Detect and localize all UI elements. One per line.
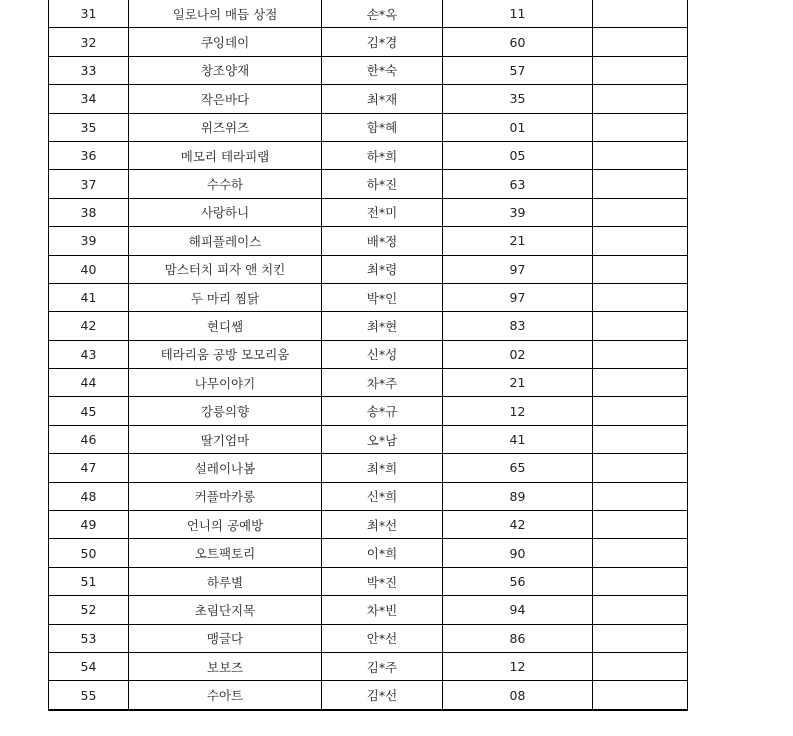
store-name-cell: 해피플레이스	[129, 227, 322, 255]
store-name-cell: 언니의 공예방	[129, 511, 322, 539]
table-row	[49, 283, 688, 311]
table-row	[49, 312, 688, 340]
blank-cell	[593, 652, 688, 680]
row-number-cell: 51	[49, 567, 129, 595]
owner-name-cell: 최*선	[322, 511, 443, 539]
owner-name-cell: 김*주	[322, 652, 443, 680]
blank-cell	[593, 255, 688, 283]
code-cell: 41	[443, 425, 593, 453]
table-row	[49, 596, 688, 624]
code-cell: 02	[443, 340, 593, 368]
owner-name-cell: 최*현	[322, 312, 443, 340]
owner-name-cell: 안*선	[322, 624, 443, 652]
store-name-cell: 위즈위즈	[129, 113, 322, 141]
row-number-cell: 53	[49, 624, 129, 652]
blank-cell	[593, 369, 688, 397]
row-number-cell: 31	[49, 0, 129, 28]
row-number-cell: 50	[49, 539, 129, 567]
table-row	[49, 340, 688, 368]
table-row	[49, 113, 688, 141]
owner-name-cell: 박*진	[322, 567, 443, 595]
store-name-cell: 딸기엄마	[129, 425, 322, 453]
code-cell: 21	[443, 227, 593, 255]
row-number-cell: 45	[49, 397, 129, 425]
owner-name-cell: 최*령	[322, 255, 443, 283]
roster-body	[49, 0, 688, 710]
row-number-cell: 38	[49, 198, 129, 226]
row-number-cell: 40	[49, 255, 129, 283]
owner-name-cell: 배*정	[322, 227, 443, 255]
table-row	[49, 454, 688, 482]
store-name-cell: 맘스터치 피자 앤 치킨	[129, 255, 322, 283]
row-number-cell: 43	[49, 340, 129, 368]
blank-cell	[593, 511, 688, 539]
table-row	[49, 369, 688, 397]
row-number-cell: 32	[49, 28, 129, 56]
code-cell: 94	[443, 596, 593, 624]
blank-cell	[593, 539, 688, 567]
code-cell: 39	[443, 198, 593, 226]
owner-name-cell: 하*진	[322, 170, 443, 198]
row-number-cell: 44	[49, 369, 129, 397]
table-row	[49, 170, 688, 198]
code-cell: 42	[443, 511, 593, 539]
store-name-cell: 메모리 테라피랩	[129, 141, 322, 169]
store-name-cell: 작은바다	[129, 85, 322, 113]
row-number-cell: 48	[49, 482, 129, 510]
blank-cell	[593, 28, 688, 56]
store-name-cell: 일로나의 매듭 상점	[129, 0, 322, 28]
table-row	[49, 511, 688, 539]
store-name-cell: 현디쌤	[129, 312, 322, 340]
blank-cell	[593, 170, 688, 198]
row-number-cell: 47	[49, 454, 129, 482]
owner-name-cell: 최*재	[322, 85, 443, 113]
store-name-cell: 맹글다	[129, 624, 322, 652]
row-number-cell: 46	[49, 425, 129, 453]
blank-cell	[593, 312, 688, 340]
row-number-cell: 34	[49, 85, 129, 113]
table-row	[49, 397, 688, 425]
store-name-cell: 사랑하니	[129, 198, 322, 226]
code-cell: 05	[443, 141, 593, 169]
store-name-cell: 창조양재	[129, 56, 322, 84]
store-name-cell: 커플마카롱	[129, 482, 322, 510]
owner-name-cell: 한*숙	[322, 56, 443, 84]
row-number-cell: 33	[49, 56, 129, 84]
store-name-cell: 오트팩토리	[129, 539, 322, 567]
code-cell: 63	[443, 170, 593, 198]
code-cell: 83	[443, 312, 593, 340]
store-name-cell: 강릉의향	[129, 397, 322, 425]
row-number-cell: 54	[49, 652, 129, 680]
store-name-cell: 수아트	[129, 681, 322, 710]
blank-cell	[593, 425, 688, 453]
table-row	[49, 141, 688, 169]
blank-cell	[593, 681, 688, 710]
store-name-cell: 보보즈	[129, 652, 322, 680]
code-cell: 21	[443, 369, 593, 397]
row-number-cell: 49	[49, 511, 129, 539]
store-name-cell: 두 마리 찜닭	[129, 283, 322, 311]
store-name-cell: 설레이나봄	[129, 454, 322, 482]
table-row	[49, 85, 688, 113]
row-number-cell: 35	[49, 113, 129, 141]
store-name-cell: 초림단지목	[129, 596, 322, 624]
table-row	[49, 255, 688, 283]
code-cell: 01	[443, 113, 593, 141]
store-name-cell: 쿠잉데이	[129, 28, 322, 56]
owner-name-cell: 김*선	[322, 681, 443, 710]
code-cell: 12	[443, 397, 593, 425]
table-row	[49, 425, 688, 453]
table-row	[49, 28, 688, 56]
table-row	[49, 652, 688, 680]
table-row	[49, 681, 688, 710]
blank-cell	[593, 567, 688, 595]
row-number-cell: 42	[49, 312, 129, 340]
table-row	[49, 624, 688, 652]
owner-name-cell: 박*인	[322, 283, 443, 311]
code-cell: 86	[443, 624, 593, 652]
blank-cell	[593, 56, 688, 84]
owner-name-cell: 송*규	[322, 397, 443, 425]
blank-cell	[593, 113, 688, 141]
code-cell: 60	[443, 28, 593, 56]
blank-cell	[593, 198, 688, 226]
table-row	[49, 567, 688, 595]
owner-name-cell: 차*빈	[322, 596, 443, 624]
table-row	[49, 482, 688, 510]
store-name-cell: 테라리움 공방 모모리움	[129, 340, 322, 368]
store-name-cell: 나무이야기	[129, 369, 322, 397]
code-cell: 65	[443, 454, 593, 482]
store-roster-table	[48, 0, 688, 711]
owner-name-cell: 김*경	[322, 28, 443, 56]
owner-name-cell: 전*미	[322, 198, 443, 226]
owner-name-cell: 차*주	[322, 369, 443, 397]
store-name-cell: 수수하	[129, 170, 322, 198]
blank-cell	[593, 482, 688, 510]
code-cell: 97	[443, 283, 593, 311]
row-number-cell: 37	[49, 170, 129, 198]
table-row	[49, 198, 688, 226]
owner-name-cell: 최*희	[322, 454, 443, 482]
blank-cell	[593, 596, 688, 624]
table-row	[49, 0, 688, 28]
code-cell: 11	[443, 0, 593, 28]
row-number-cell: 52	[49, 596, 129, 624]
owner-name-cell: 하*희	[322, 141, 443, 169]
owner-name-cell: 신*희	[322, 482, 443, 510]
blank-cell	[593, 85, 688, 113]
code-cell: 12	[443, 652, 593, 680]
owner-name-cell: 이*희	[322, 539, 443, 567]
code-cell: 97	[443, 255, 593, 283]
code-cell: 89	[443, 482, 593, 510]
blank-cell	[593, 141, 688, 169]
owner-name-cell: 손*옥	[322, 0, 443, 28]
blank-cell	[593, 624, 688, 652]
blank-cell	[593, 0, 688, 28]
blank-cell	[593, 397, 688, 425]
store-name-cell: 하루별	[129, 567, 322, 595]
table-row	[49, 539, 688, 567]
code-cell: 90	[443, 539, 593, 567]
owner-name-cell: 함*혜	[322, 113, 443, 141]
blank-cell	[593, 227, 688, 255]
row-number-cell: 55	[49, 681, 129, 710]
blank-cell	[593, 283, 688, 311]
blank-cell	[593, 454, 688, 482]
row-number-cell: 41	[49, 283, 129, 311]
code-cell: 08	[443, 681, 593, 710]
code-cell: 35	[443, 85, 593, 113]
row-number-cell: 36	[49, 141, 129, 169]
blank-cell	[593, 340, 688, 368]
owner-name-cell: 신*성	[322, 340, 443, 368]
table-row	[49, 227, 688, 255]
owner-name-cell: 오*남	[322, 425, 443, 453]
code-cell: 57	[443, 56, 593, 84]
code-cell: 56	[443, 567, 593, 595]
row-number-cell: 39	[49, 227, 129, 255]
table-row	[49, 56, 688, 84]
